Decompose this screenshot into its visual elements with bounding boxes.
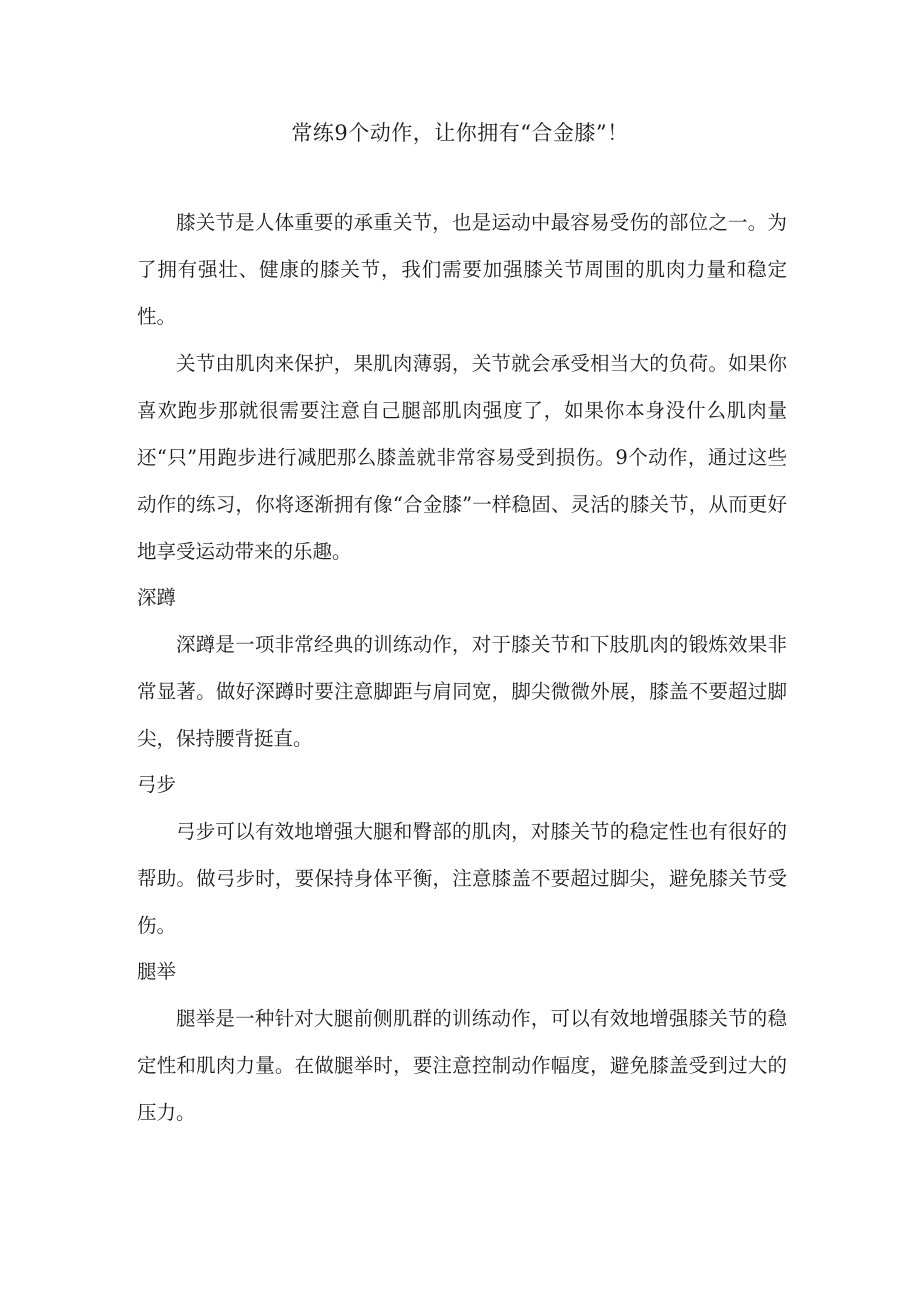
intro-paragraph-1: 膝关节是人体重要的承重关节，也是运动中最容易受伤的部位之一。为了拥有强壮、健康的膝关节，我们需要加强膝关节周围的肌肉力量和稳定性。 (137, 211, 787, 328)
section-heading-leg-press: 腿举 (137, 960, 177, 983)
section-body-leg-press: 腿举是一种针对大腿前侧肌群的训练动作，可以有效地增强膝关节的稳定性和肌肉力量。在做腿举时，要注意控制动作幅度，避免膝盖受到过大的压力。 (137, 1007, 787, 1124)
section-heading-squat: 深蹲 (137, 586, 177, 609)
section-body-squat: 深蹲是一项非常经典的训练动作，对于膝关节和下肢肌肉的锻炼效果非常显著。做好深蹲时要注意脚距与肩同宽，脚尖微微外展，膝盖不要超过脚尖，保持腰背挺直。 (137, 633, 787, 750)
document-title: 常练9个动作，让你拥有“合金膝”！ (291, 121, 629, 145)
section-body-lunge: 弓步可以有效地增强大腿和臀部的肌肉，对膝关节的稳定性也有很好的帮助。做弓步时，要保持身体平衡，注意膝盖不要超过脚尖，避免膝关节受伤。 (137, 820, 787, 937)
section-heading-lunge: 弓步 (137, 773, 177, 796)
intro-paragraph-2: 关节由肌肉来保护，果肌肉薄弱，关节就会承受相当大的负荷。如果你喜欢跑步那就很需要注意自己腿部肌肉强度了，如果你本身没什么肌肉量还“只”用跑步进行减肥那么膝盖就非常容易受到损伤。9个动作，通过这些动作的练习，你将逐渐拥有像“合金膝”一样稳固、灵活的膝关节，从而更好地享受运动带来的乐趣。 (137, 352, 787, 563)
document-content (137, 199, 787, 1136)
